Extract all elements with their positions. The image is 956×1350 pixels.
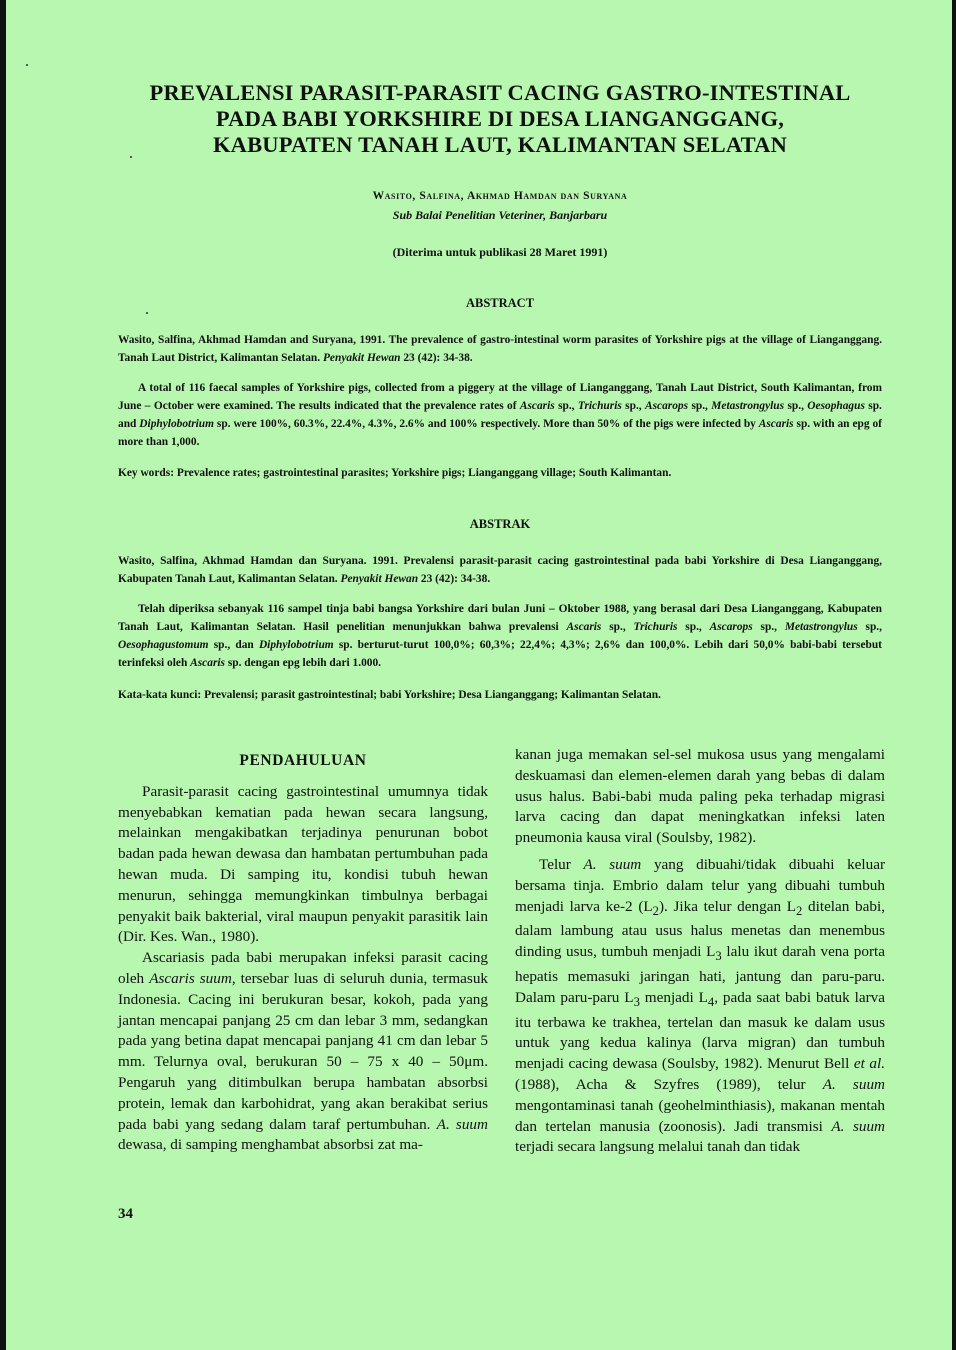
intro-paragraph-4: Telur A. suum yang dibuahi/tidak dibuahi keluar bersama tinja. Embrio dalam telur yang dibuahi tumbuh menjadi larva ke-2 $(L_2)$. Jika telur dengan $L_2$ ditelan babi, dalam lambung atau usus halus menetas dan menembus dinding usus, tumbuh menjadi $L_3$ lalu ikut darah vena porta hepatis memasuki jaringan hati, jantung dan paru-paru. Dalam paru-paru $L_3$ menjadi $L_4$, pada saat babi batuk larva itu terbawa ke trakhea, tertelan dan masuk ke dalam usus untuk yang kedua kalinya (larva migran) dan tumbuh menjadi cacing dewasa (Soulsby, 1982). Menurut Bell et al. (1988), Acha & Szyfres (1989), telur A. suum mengontaminasi tanah (geohelminthiasis), makanan mentah dan tertelan manusia (zoonosis). Jadi transmisi A. suum terjadi secara langsung melalui tanah dan tidak	[515, 855, 886, 1156]
intro-paragraph-3: kanan juga memakan sel-sel mukosa usus yang mengalami deskuamasi dan elemen-elemen darah yang bebas di dalam usus halus. Babi-babi muda paling peka terhadap migrasi larva cacing dan dapat meningkatkan infeksi laten pneumonia kausa viral (Soulsby, 1982).	[515, 746, 885, 847]
title-line-3: KABUPATEN TANAH LAUT, KALIMANTAN SELATAN	[212, 132, 788, 157]
abstrak-citation: Wasito, Salfina, Akhmad Hamdan dan Suryana. 1991. Prevalensi parasit-parasit cacing gastrointestinal pada babi Yorkshire di Desa Lianganggang, Kabupaten Tanah Laut, Kalimantan Selatan. Penyakit Hewan 23 (42): 34-38.	[118, 555, 882, 585]
scan-edge-left	[0, 0, 6, 1350]
section-heading-pendahuluan: PENDAHULUAN	[239, 752, 367, 769]
title-line-2: PADA BABI YORKSHIRE DI DESA LIANGANGGANG,	[215, 106, 785, 131]
abstrak-body	[118, 552, 882, 672]
abstract-body	[118, 331, 882, 451]
title-line-1: PREVALENSI PARASIT-PARASIT CACING GASTRO-INTESTINAL	[149, 80, 851, 105]
intro-paragraph-2: Ascariasis pada babi merupakan infeksi parasit cacing oleh Ascaris suum, tersebar luas di seluruh dunia, termasuk Indonesia. Cacing ini berukuran besar, kokoh, pada yang jantan mencapai panjang 25 cm dan lebar 3 mm, sedangkan pada yang betina dapat mencapai panjang 41 cm dan lebar 5 mm. Telurnya oval, berukuran 50 – 75 x 40 – 50μm. Pengaruh yang ditimbulkan berupa hambatan absorbsi protein, lemak dan karbohidrat, yang akan berakibat serius pada babi yang sedang dalam taraf pertumbuhan. A. suum dewasa, di samping menghambat absorbsi zat ma-	[118, 949, 489, 1154]
abstrak-heading: ABSTRAK	[469, 517, 531, 531]
page-number: 34	[118, 1206, 133, 1222]
body-column-right	[515, 745, 885, 1158]
scan-speck	[146, 312, 148, 314]
abstract-heading: ABSTRACT	[465, 296, 535, 310]
paper-title	[100, 80, 900, 158]
abstract-keywords: Key words: Prevalence rates; gastrointestinal parasites; Yorkshire pigs; Lianganggang village; South Kalimantan.	[118, 467, 672, 479]
abstrak-keywords: Kata-kata kunci: Prevalensi; parasit gastrointestinal; babi Yorkshire; Desa Lianganggang; Kalimantan Selatan.	[118, 689, 661, 701]
author-list: Wasito, Salfina, Akhmad Hamdan dan Suryana	[372, 190, 628, 202]
intro-paragraph-1: Parasit-parasit cacing gastrointestinal umumnya tidak menyebabkan kematian pada hewan secara langsung, melainkan mengakibatkan terjadinya penurunan bobot badan pada hewan dewasa dan hambatan pertumbuhan pada hewan muda. Di samping itu, kondisi tubuh hewan menurun, sehingga memungkinkan timbulnya berbagai penyakit baik bakterial, viral maupun penyakit parasitik lain (Dir. Kes. Wan., 1980).	[118, 782, 488, 946]
body-column-left	[118, 745, 488, 1156]
scan-edge-right	[952, 0, 956, 1350]
abstract-citation: Wasito, Salfina, Akhmad Hamdan and Suryana, 1991. The prevalence of gastro-intestinal worm parasites of Yorkshire pigs at the village of Lianganggang. Tanah Laut District, Kalimantan Selatan. Penyakit Hewan 23 (42): 34-38.	[118, 334, 882, 364]
affiliation: Sub Balai Penelitian Veteriner, Banjarbaru	[392, 208, 608, 222]
keywords-label: Key words:	[118, 467, 174, 479]
received-date: (Diterima untuk publikasi 28 Maret 1991)	[392, 245, 608, 259]
keywords-label: Kata-kata kunci:	[118, 689, 202, 701]
scan-speck	[26, 64, 28, 66]
abstrak-paragraph: Telah diperiksa sebanyak 116 sampel tinja babi bangsa Yorkshire dari bulan Juni – Oktober 1988, yang berasal dari Desa Lianganggang, Kabupaten Tanah Laut, Kalimantan Selatan. Hasil penelitian menunjukkan bahwa prevalensi Ascaris sp., Trichuris sp., Ascarops sp., Metastrongylus sp., Oesophagustomum sp., dan Diphylobotrium sp. berturut-turut 100,0%; 60,3%; 22,4%; 4,3%; 2,6% dan 100,0%. Lebih dari 50,0% babi-babi tersebut terinfeksi oleh Ascaris sp. dengan epg lebih dari 1.000.	[118, 603, 882, 669]
abstract-paragraph: A total of 116 faecal samples of Yorkshire pigs, collected from a piggery at the village of Lianganggang, Tanah Laut District, South Kalimantan, from June – October were examined. The results indicated that the prevalence rates of Ascaris sp., Trichuris sp., Ascarops sp., Metastrongylus sp., Oesophagus sp. and Diphylobotrium sp. were 100%, 60.3%, 22.4%, 4.3%, 2.6% and 100% respectively. More than 50% of the pigs were infected by Ascaris sp. with an epg of more than 1,000.	[118, 382, 882, 448]
